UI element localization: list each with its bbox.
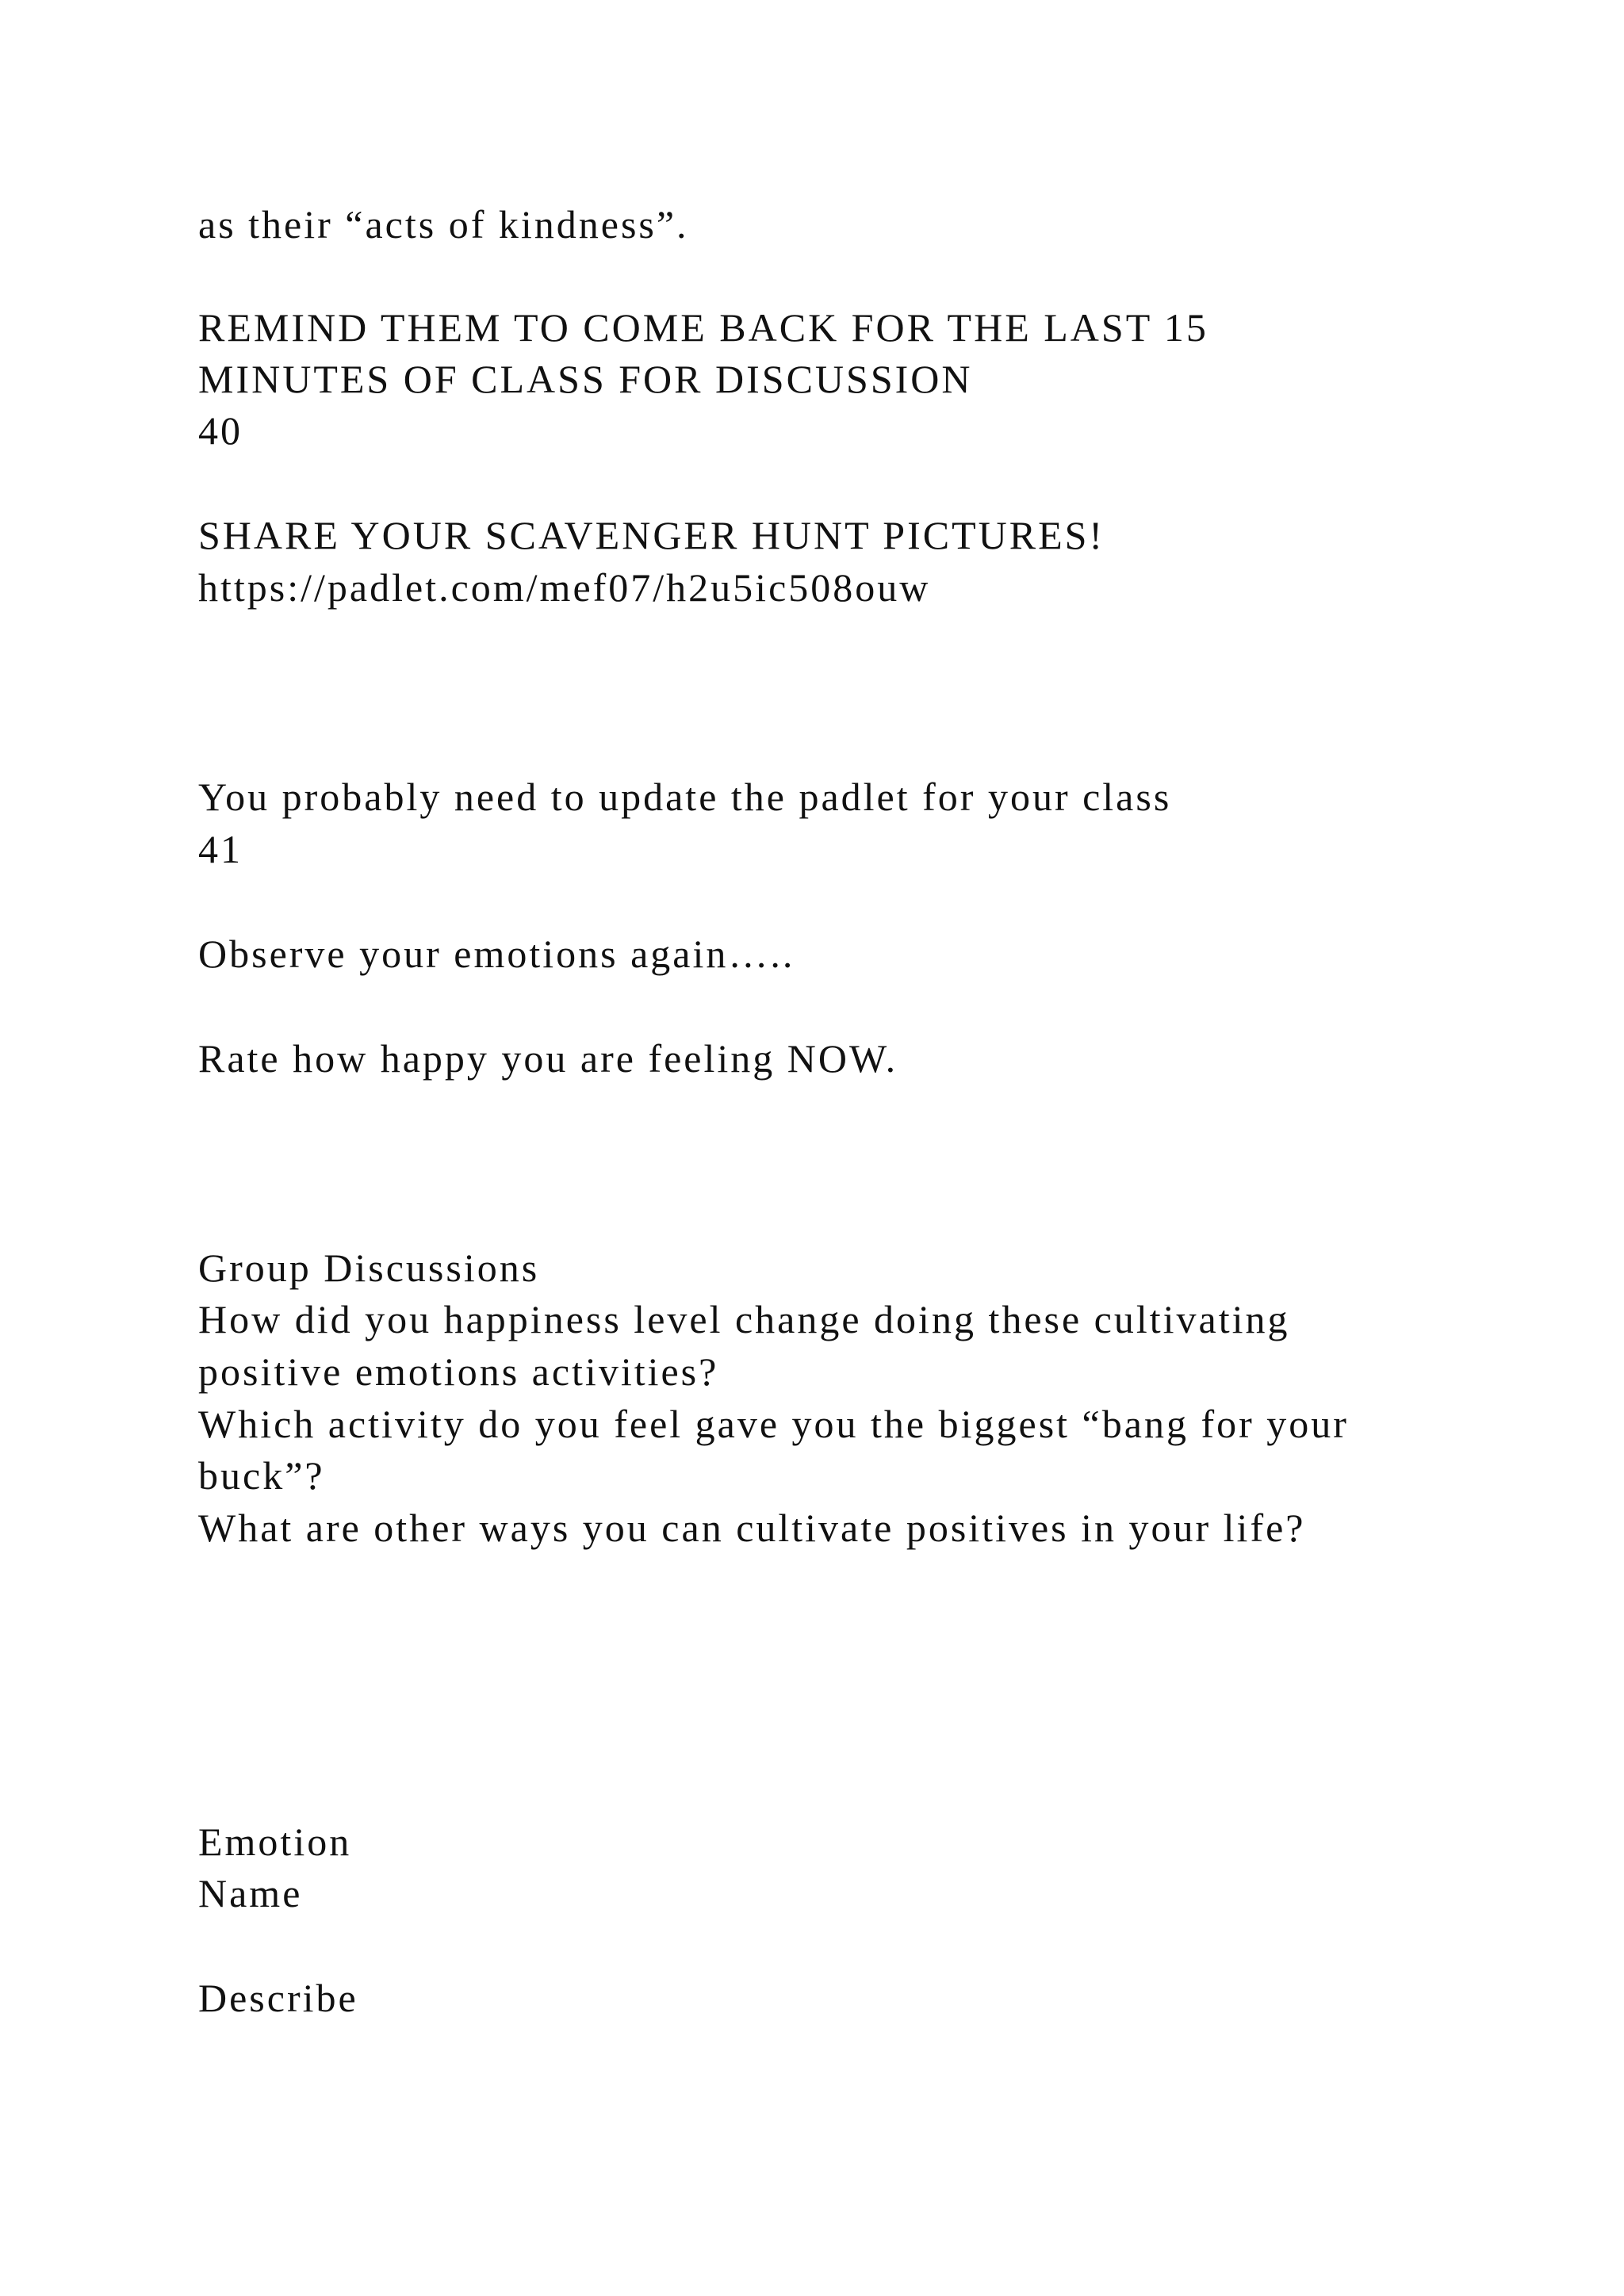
table-header: Emotion	[198, 1820, 352, 1864]
text-line: How did you happiness level change doing these cultivating	[198, 1297, 1290, 1341]
text-line: REMIND THEM TO COME BACK FOR THE LAST 15	[198, 305, 1208, 350]
section-heading: Group Discussions	[198, 1246, 540, 1290]
text-line: Rate how happy you are feeling NOW.	[198, 1036, 898, 1081]
text-line: SHARE YOUR SCAVENGER HUNT PICTURES!	[198, 513, 1105, 557]
table-header: Name	[198, 1871, 303, 1915]
padlet-link[interactable]: https://padlet.com/mef07/h2u5ic508ouw	[198, 565, 931, 610]
text-line: as their “acts of kindness”.	[198, 202, 689, 247]
text-line: You probably need to update the padlet for your class	[198, 775, 1172, 819]
slide-number: 40	[198, 408, 243, 453]
text-line: Observe your emotions again…..	[198, 932, 795, 976]
text-line: What are other ways you can cultivate positives in your life?	[198, 1506, 1306, 1550]
table-header: Describe	[198, 1976, 358, 2020]
text-line: Which activity do you feel gave you the biggest “bang for your	[198, 1402, 1349, 1446]
text-line: MINUTES OF CLASS FOR DISCUSSION	[198, 357, 973, 401]
text-line: buck”?	[198, 1453, 325, 1498]
slide-number: 41	[198, 827, 243, 871]
text-line: positive emotions activities?	[198, 1349, 719, 1394]
